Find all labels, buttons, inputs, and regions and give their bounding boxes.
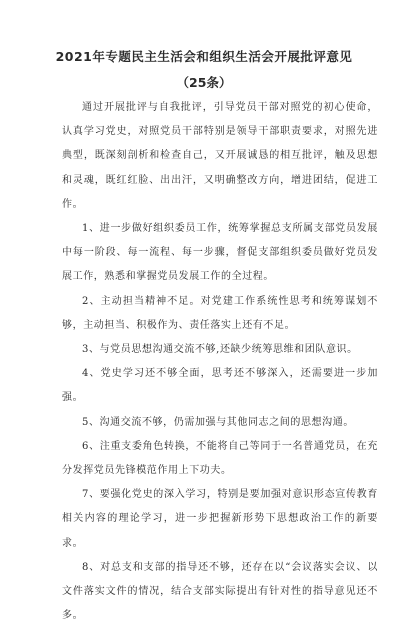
item-paragraph-3: 3、与党员思想沟通交流不够,还缺少统筹思维和团队意识。 [82, 344, 358, 356]
item-paragraph-1: 1、进一步做好组织委员工作，统筹掌握总支所属支部党员发展中每一阶段、每一流程、每一步骤，督促支部组织委员做好党员发展工作，熟悉和掌握党员发展工作的全过程。 [62, 223, 378, 283]
item-paragraph-4: 4、党史学习还不够全面，思考还不够深入，还需要进一步加强。 [62, 368, 378, 404]
item-paragraph-5: 5、沟通交流不够，仍需加强与其他同志之间的思想沟通。 [82, 416, 354, 428]
document-body [62, 96, 378, 628]
item-paragraph-8: 8、对总支和支部的指导还不够，还存在以“会议落实会议、以文件落实文件的情况，结合支部实际提出有针对性的指导意见还不多。 [62, 561, 378, 622]
item-paragraph-6: 6、注重支委角色转换，不能将自己等同于一名普通党员，在充分发挥党员先锋模范作用上下功夫。 [62, 440, 378, 477]
document-subtitle: （25条） [176, 75, 232, 90]
item-paragraph-2: 2、主动担当精神不足。对党建工作系统性思考和统筹谋划不够，主动担当、积极作为、责任落实上还有不足。 [62, 295, 378, 331]
document-title: 2021年专题民主生活会和组织生活会开展批评意见 [55, 49, 353, 64]
item-paragraph-7: 7、要强化党史的深入学习，特别是要加强对意识形态宣传教育相关内容的理论学习，进一步把握新形势下思想政治工作的新要求。 [62, 489, 378, 549]
intro-paragraph: 通过开展批评与自我批评，引导党员干部对照党的初心使命，认真学习党史，对照党员干部特别是领导干部职责要求，对照先进典型，既深刻剖析和检查自己，又开展诚恳的相互批评，触及思想和灵魂，既红红脸、出出汗，又明确整改方向，增进团结，促进工作。 [62, 102, 378, 210]
